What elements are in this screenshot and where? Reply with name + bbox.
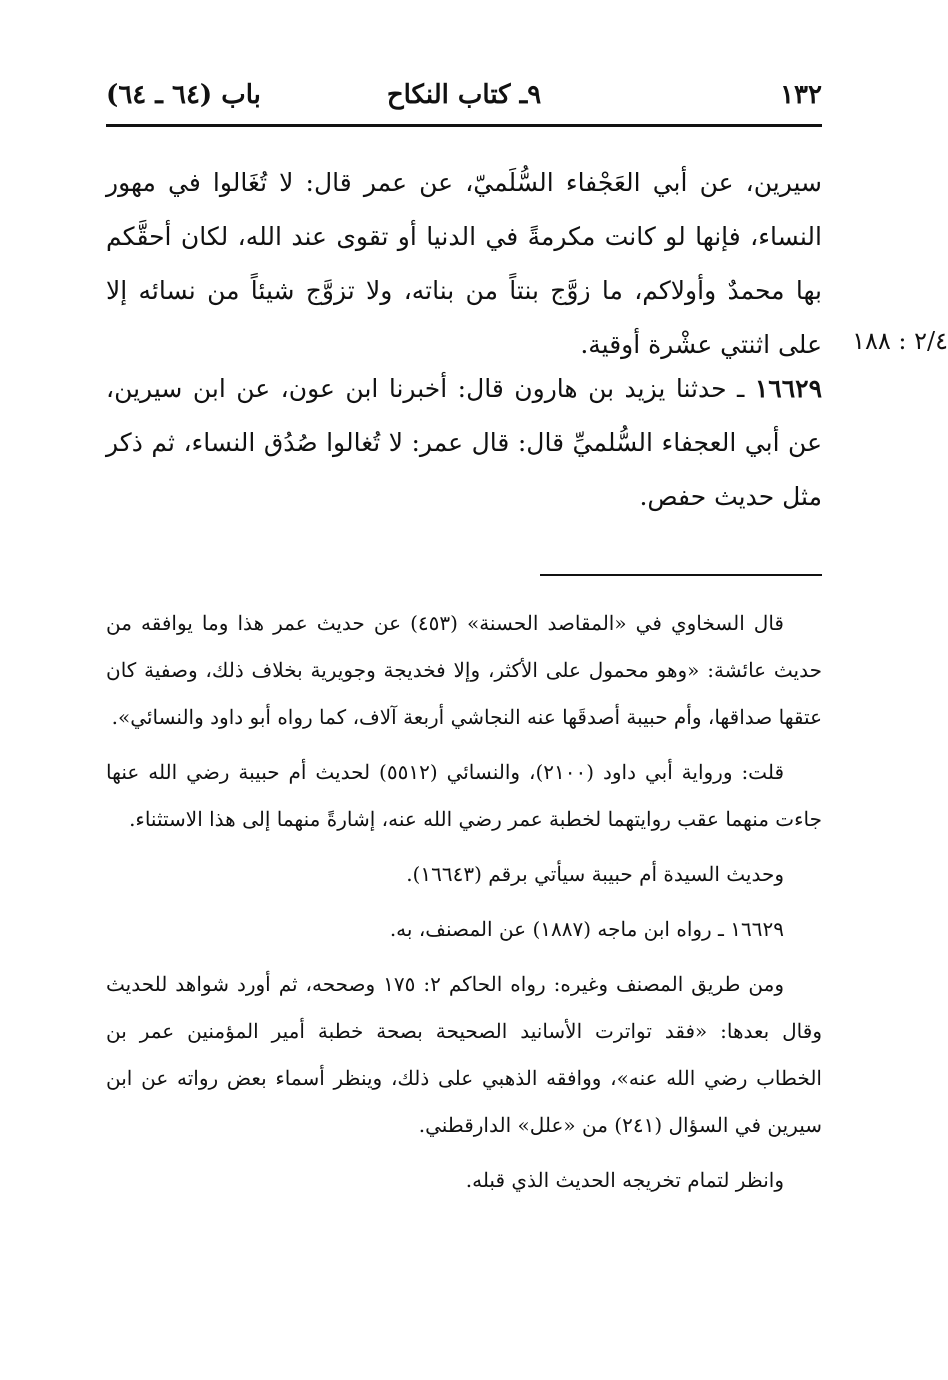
page-header <box>106 80 822 120</box>
footnote-paragraph: وحديث السيدة أم حبيبة سيأتي برقم (١٦٦٤٣). <box>406 862 784 886</box>
main-paragraph-2 <box>106 362 822 524</box>
book-title: ٩ـ كتاب النكاح <box>386 80 542 110</box>
footnote-paragraph: ١٦٦٢٩ ـ رواه ابن ماجه (١٨٨٧) عن المصنف، به. <box>389 917 784 941</box>
header-rule <box>106 124 822 127</box>
chapter-reference: باب (٦٤ ـ ٦٤) <box>106 80 261 110</box>
hadith-text: ـ حدثنا يزيد بن هارون قال: أخبرنا ابن عون، عن ابن سيرين، عن أبي العجفاء السُّلميِّ قال: قال عمر: لا تُغالوا صُدُق النساء، ثم ذكر مثل حديث حفص. <box>106 374 822 511</box>
page-number: ١٣٢ <box>780 80 822 110</box>
footnotes <box>106 600 822 1204</box>
footnote-paragraph: وانظر لتمام تخريجه الحديث الذي قبله. <box>465 1168 784 1192</box>
footnote-paragraph: قال السخاوي في «المقاصد الحسنة» (٤٥٣) عن حديث عمر هذا وما يوافقه من حديث عائشة: «وهو محمول على الأكثر، وإلا فخديجة وجويرية بخلاف ذلك، وصفية كان عتقها صداقها، وأم حبيبة أصدقَها عنه النجاشي أربعة آلاف، كما رواه أبو داود والنسائي». <box>106 611 822 729</box>
main-paragraph-1: سيرين، عن أبي العَجْفاء السُّلَميّ، عن عمر قال: لا تُغَالوا في مهور النساء، فإنها لو كانت مكرمةً في الدنيا أو تقوى عند الله، لكان أحقَّكم بها محمدٌ وأولاكم، ما زوَّج بنتاً من بناته، ولا تزوَّج شيئاً من نسائه إلا على اثنتي عشْرة أوقية. <box>106 168 822 359</box>
footnote-paragraph: ومن طريق المصنف وغيره: رواه الحاكم ٢: ١٧٥ وصححه، ثم أورد شواهد للحديث وقال بعدها: «فقد تواترت الأسانيد الصحيحة بصحة خطبة أمير المؤمنين عمر بن الخطاب رضي الله عنه»، ووافقه الذهبي على ذلك، وينظر أسماء بعض رواته عن ابن سيرين في السؤال (٢٤١) من «علل» الدارقطني. <box>106 972 822 1137</box>
footnote-rule <box>540 574 822 576</box>
margin-reference: ٢/٤ : ١٨٨ <box>852 327 948 355</box>
footnote-paragraph: قلت: ورواية أبي داود (٢١٠٠)، والنسائي (٥٥١٢) لحديث أم حبيبة رضي الله عنها جاءت منهما عقب روايتهما لخطبة عمر رضي الله عنه، إشارةً منهما إلى هذا الاستثناء. <box>106 760 822 831</box>
hadith-number: ١٦٦٢٩ <box>754 374 822 403</box>
